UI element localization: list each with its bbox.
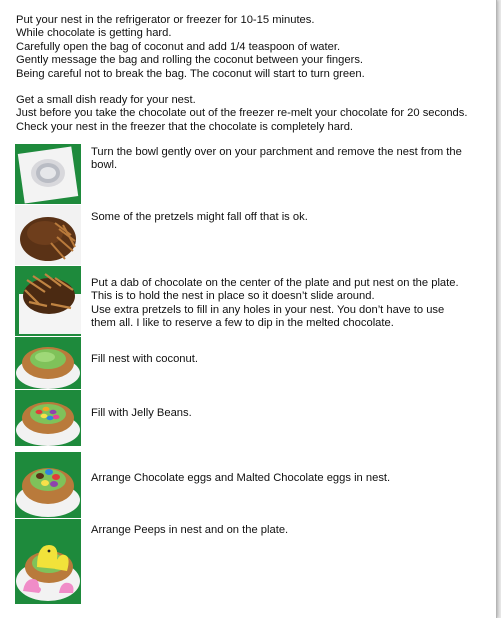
step-4-text (91, 353, 491, 366)
step-7 (15, 519, 491, 604)
intro-line: Carefully open the bag of coconut and add 1/4 teaspoon of water. (16, 40, 341, 53)
intro-line: While chocolate is getting hard. (16, 27, 172, 40)
intro-instructions (16, 14, 492, 134)
peeps-nest-photo-image (15, 519, 81, 604)
intro-line: Get a small dish ready for your nest. (16, 94, 196, 107)
chocolate-eggs-nest-photo-image (15, 452, 81, 518)
step-text-line: Some of the pretzels might fall off that is ok. (91, 211, 308, 223)
step-3-text (91, 277, 491, 331)
step-1-text (91, 146, 491, 173)
nest-on-plate-photo-image (15, 266, 81, 336)
step-3 (15, 266, 491, 336)
step-6 (15, 452, 491, 518)
step-5 (15, 390, 491, 446)
step-7-photo (15, 519, 81, 604)
step-text-line: Use extra pretzels to fill in any holes in your nest. You don’t have to use (91, 303, 445, 316)
intro-line: Just before you take the chocolate out of the freezer re-melt your chocolate for 20 seconds. (16, 107, 468, 120)
step-6-text (91, 472, 491, 485)
chocolate-nest-photo-image (15, 205, 81, 265)
step-7-text (91, 524, 491, 537)
intro-line: Check your nest in the freezer that the chocolate is completely hard. (16, 120, 354, 133)
step-5-text (91, 407, 491, 420)
step-text-line: Arrange Chocolate eggs and Malted Chocolate eggs in nest. (91, 472, 391, 484)
step-3-photo (15, 266, 81, 336)
step-text-line: Fill with Jelly Beans. (91, 407, 192, 419)
bowl-photo-image (15, 144, 81, 204)
step-text-line: them all. I like to reserve a few to dip in the melted chocolate. (91, 317, 394, 330)
step-5-photo (15, 390, 81, 446)
intro-line: Being careful not to break the bag. The coconut will start to turn green. (16, 67, 365, 80)
step-text-line: Arrange Peeps in nest and on the plate. (91, 524, 289, 536)
step-text-line: bowl. (91, 159, 118, 172)
intro-line: Put your nest in the refrigerator or freezer for 10-15 minutes. (16, 14, 315, 26)
step-6-photo (15, 452, 81, 518)
step-2 (15, 205, 491, 265)
intro-line: Gently message the bag and rolling the coconut between your fingers. (16, 54, 364, 67)
step-text-line: Put a dab of chocolate on the center of the plate and put nest on the plate. (91, 277, 459, 289)
step-4 (15, 337, 491, 389)
step-text-line: This is to hold the nest in place so it doesn’t slide around. (91, 290, 375, 303)
coconut-nest-photo-image (15, 337, 81, 389)
jelly-bean-nest-photo-image (15, 390, 81, 446)
step-1-photo (15, 144, 81, 204)
step-2-text (91, 211, 491, 224)
step-2-photo (15, 205, 81, 265)
step-1 (15, 144, 491, 204)
step-4-photo (15, 337, 81, 389)
step-text-line: Fill nest with coconut. (91, 353, 198, 365)
step-text-line: Turn the bowl gently over on your parchment and remove the nest from the (91, 146, 462, 158)
